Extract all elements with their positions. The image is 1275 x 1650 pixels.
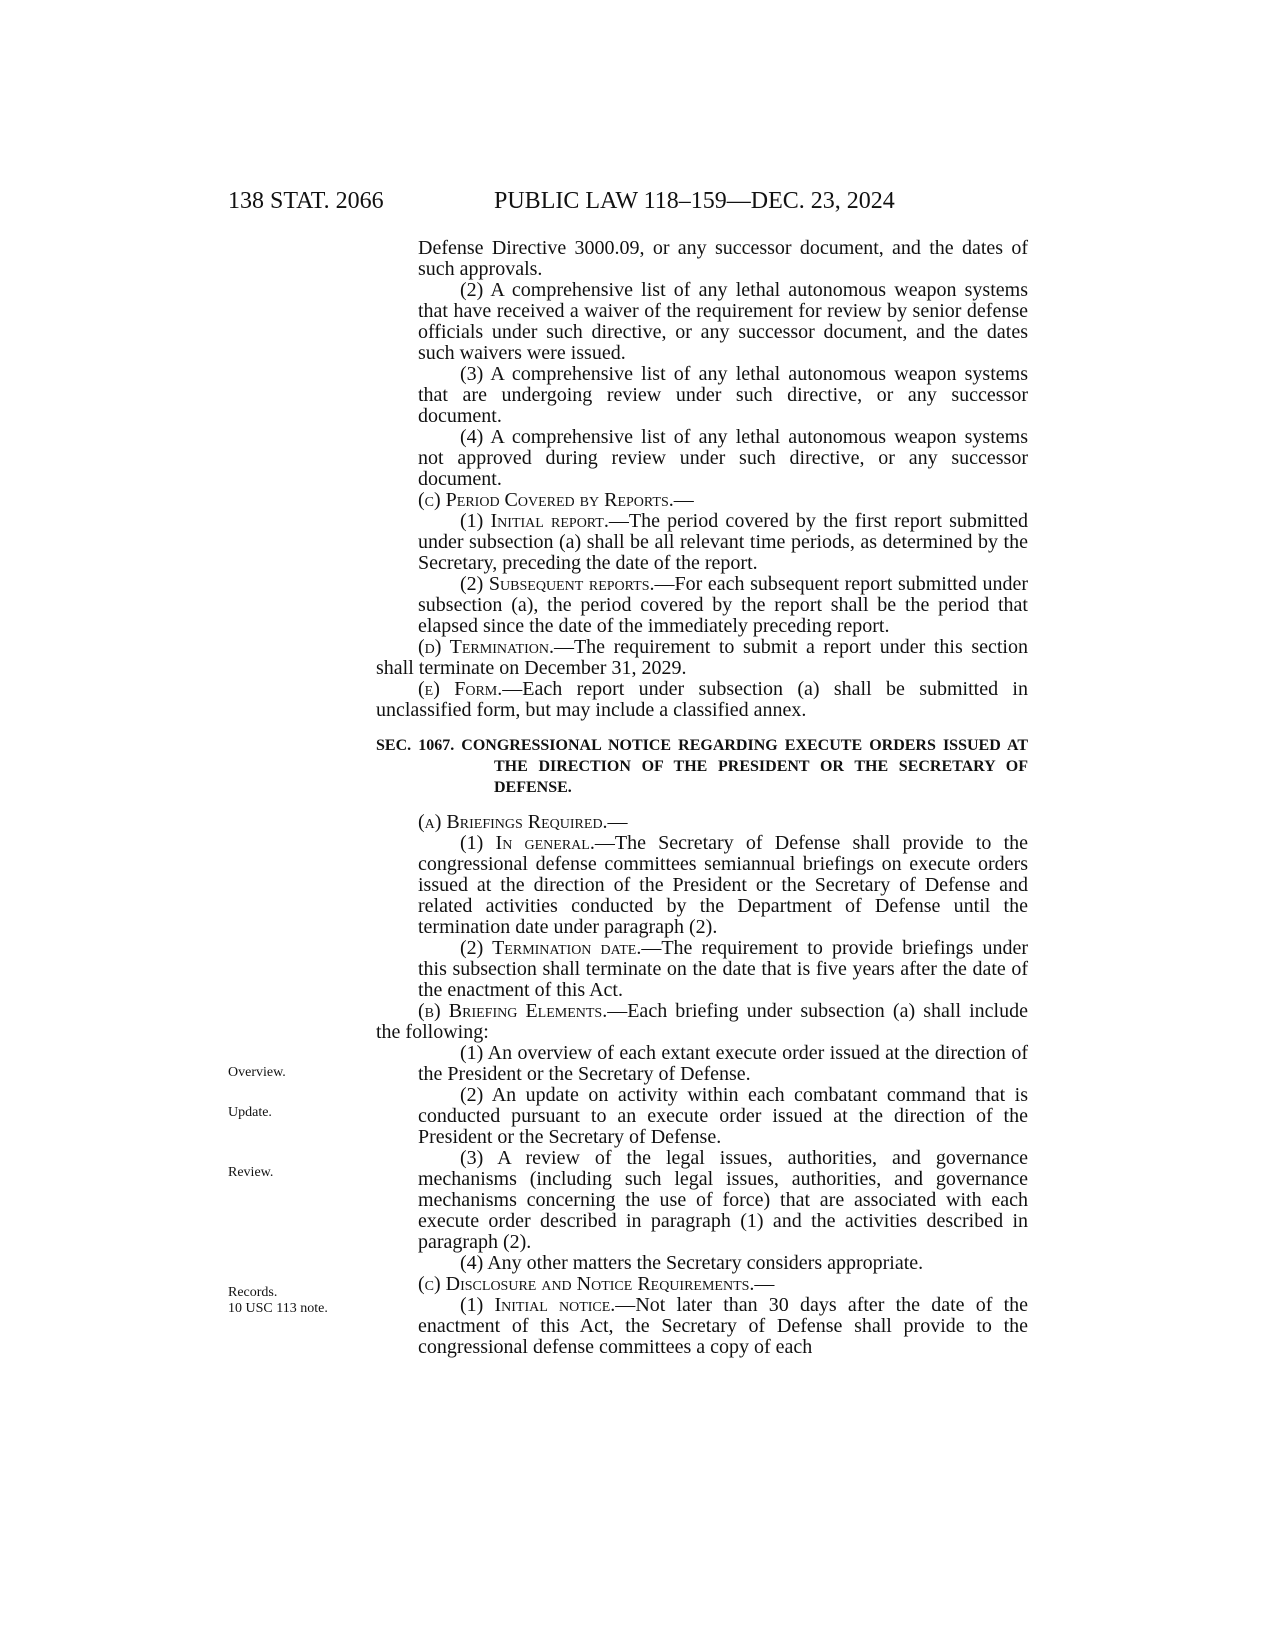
- margin-note-records: Records.: [228, 1285, 278, 1300]
- paragraph-a1-text: The Secretary of Defense shall provide to the congressional defense committees semiannual briefings on execute orders issued at the direction of the President or the Secretary of Defense and related activities conducted by the Department of Defense until the termination date under paragraph (2).: [418, 832, 1029, 938]
- paragraph-a2-label: (2) Termination date.—: [460, 937, 662, 959]
- paragraph-a2: [376, 938, 1028, 1001]
- page-header: [228, 188, 1028, 218]
- subsection-c-heading: [376, 490, 1028, 511]
- public-law-title: PUBLIC LAW 118–159—DEC. 23, 2024: [494, 188, 895, 214]
- paragraph-a2-text: The requirement to provide briefings under this subsection shall terminate on the date that is five years after the date of the enactment of this Act.: [418, 937, 1028, 1001]
- subsection-e-label: (e) Form.—: [418, 678, 523, 700]
- subsection-b: [376, 1001, 1028, 1043]
- paragraph-c1-text: The period covered by the first report submitted under subsection (a) shall be all relevant time periods, as determined by the Secretary, preceding the date of the report.: [418, 510, 1028, 574]
- stat-page-number: 138 STAT. 2066: [228, 188, 384, 214]
- paragraph-cc1-text: Not later than 30 days after the date of the enactment of this Act, the Secretary of Defense shall provide to the congressional defense committees a copy of each: [418, 1294, 1029, 1358]
- subsection-d-text: The requirement to submit a report under this section shall terminate on December 31, 2029.: [376, 636, 1028, 679]
- margin-note-usc: 10 USC 113 note.: [228, 1301, 328, 1316]
- paragraph-b4: (4) A comprehensive list of any lethal autonomous weapon systems not approved during review under such directive, or any successor document.: [418, 426, 1028, 490]
- briefing-element-4: (4) Any other matters the Secretary considers appropriate.: [460, 1252, 924, 1274]
- paragraph-cc1: [376, 1295, 1028, 1358]
- subsection-c-label: (c) Period Covered by Reports.—: [418, 489, 694, 511]
- paragraph-b2: (2) A comprehensive list of any lethal autonomous weapon systems that have received a waiver of the requirement for review by senior defense officials under such directive, or any successor document, and the dates such waivers were issued.: [418, 279, 1028, 364]
- paragraph-c1: [376, 511, 1028, 574]
- briefing-element-1: (1) An overview of each extant execute order issued at the direction of the President or the Secretary of Defense.: [418, 1042, 1028, 1085]
- section-1067-heading: SEC. 1067. CONGRESSIONAL NOTICE REGARDING EXECUTE ORDERS ISSUED AT THE DIRECTION OF THE PRESIDENT OR THE SECRETARY OF DEFENSE.: [376, 737, 1028, 796]
- paragraph-c2: [376, 574, 1028, 637]
- paragraph-b3: (3) A comprehensive list of any lethal autonomous weapon systems that are undergoing review under such directive, or any successor document.: [418, 363, 1028, 427]
- subsection-cc-heading: [376, 1274, 1028, 1295]
- paragraph-cc1-label: (1) Initial notice.—: [460, 1294, 636, 1316]
- subsection-e-text: Each report under subsection (a) shall be submitted in unclassified form, but may include a classified annex.: [376, 678, 1028, 721]
- subsection-b-label: (b) Briefing Elements.—: [418, 1000, 628, 1022]
- paragraph-a1: [376, 833, 1028, 938]
- subsection-a-label: (a) Briefings Required.—: [418, 811, 628, 833]
- margin-note-review: Review.: [228, 1165, 274, 1180]
- subsection-a-heading: [376, 812, 1028, 833]
- paragraph-c2-label: (2) Subsequent reports.—: [460, 573, 675, 595]
- document-body: [376, 238, 1028, 1358]
- margin-note-overview: Overview.: [228, 1065, 286, 1080]
- briefing-element-2: (2) An update on activity within each combatant command that is conducted pursuant to an execute order issued at the direction of the President or the Secretary of Defense.: [418, 1084, 1028, 1148]
- briefing-element-3: (3) A review of the legal issues, authorities, and governance mechanisms (including such legal issues, authorities, and governance mechanisms concerning the use of force) that are associated with each execute order described in paragraph (1) and the activities described in paragraph (2).: [418, 1147, 1028, 1253]
- subsection-cc-label: (c) Disclosure and Notice Requirements.—: [418, 1273, 775, 1295]
- paragraph-c1-label: (1) Initial report.—: [460, 510, 629, 532]
- subsection-b-text: Each briefing under subsection (a) shall include the following:: [376, 1000, 1028, 1043]
- subsection-d-label: (d) Termination.—: [418, 636, 574, 658]
- paragraph-c2-text: For each subsequent report submitted under subsection (a), the period covered by the report shall be the period that elapsed since the date of the immediately preceding report.: [418, 573, 1028, 637]
- subsection-e: [376, 679, 1028, 721]
- margin-note-update: Update.: [228, 1105, 272, 1120]
- subsection-d: [376, 637, 1028, 679]
- paragraph-a1-label: (1) In general.—: [460, 832, 615, 854]
- paragraph-b-continued: Defense Directive 3000.09, or any successor document, and the dates of such approvals.: [418, 237, 1028, 280]
